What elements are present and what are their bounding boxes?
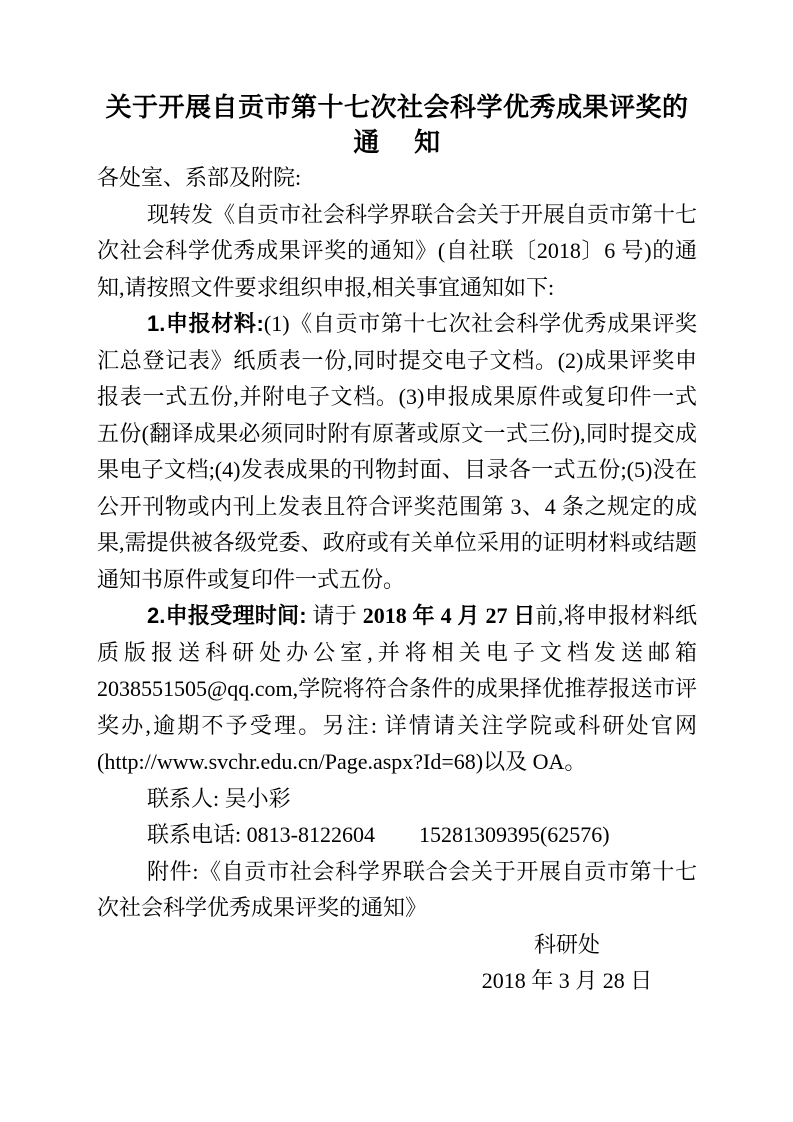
contact-phone-line: 联系电话: 0813-8122604 15281309395(62576)	[147, 822, 610, 847]
item1-body: (1)《自贡市第十七次社会科学优秀成果评奖汇总登记表》纸质表一份,同时提交电子文档。(2)成果评奖申报表一式五份,并附电子文档。(3)申报成果原件或复印件一式五份(翻译成果必须同时附有原著或原文一式三份),同时提交成果电子文档;(4)发表成果的刊物封面、目录各一式五份;(5)没在公开刊物或内刊上发表且符合评奖范围第 3、4 条之规定的成果,需提供被各级党委、政府或有关单位采用的证明材料或结题通知书原件或复印件一式五份。	[97, 311, 697, 592]
attachment-line: 附件:《自贡市社会科学界联合会关于开展自贡市第十七次社会科学优秀成果评奖的通知》	[97, 858, 697, 920]
item2-paragraph	[97, 598, 697, 781]
signature-block	[447, 927, 687, 1000]
item2-run2: 前,将申报材料纸质版报送科研处办公室,并将相关电子文档发送邮箱 2038551505@qq.com,学院将符合条件的成果择优推荐报送市评奖办,逾期不予受理。另注: 详情请关注学院或科研处官网(http://www.svchr.edu.cn/Page.aspx?Id=68)以及 OA。	[97, 603, 697, 774]
salutation: 各处室、系部及附院:	[97, 165, 302, 190]
intro-paragraph: 现转发《自贡市社会科学界联合会关于开展自贡市第十七次社会科学优秀成果评奖的通知》(自社联〔2018〕6 号)的通知,请按照文件要求组织申报,相关事宜通知如下:	[97, 201, 698, 300]
item1-label: 1.申报材料:	[147, 311, 264, 336]
contact-person-line: 联系人: 吴小彩	[147, 785, 291, 811]
signature-date: 2018 年 3 月 28 日	[481, 968, 653, 993]
signer-department: 科研处	[533, 931, 600, 957]
item2-label: 2.申报受理时间:	[147, 603, 307, 628]
document-title-line2: 通 知	[353, 127, 441, 157]
item1-paragraph	[97, 306, 697, 598]
document-title-line1: 关于开展自贡市第十七次社会科学优秀成果评奖的	[105, 92, 689, 122]
item2-run1: 请于	[306, 603, 363, 628]
item2-deadline-date: 2018 年 4 月 27 日	[362, 603, 536, 628]
